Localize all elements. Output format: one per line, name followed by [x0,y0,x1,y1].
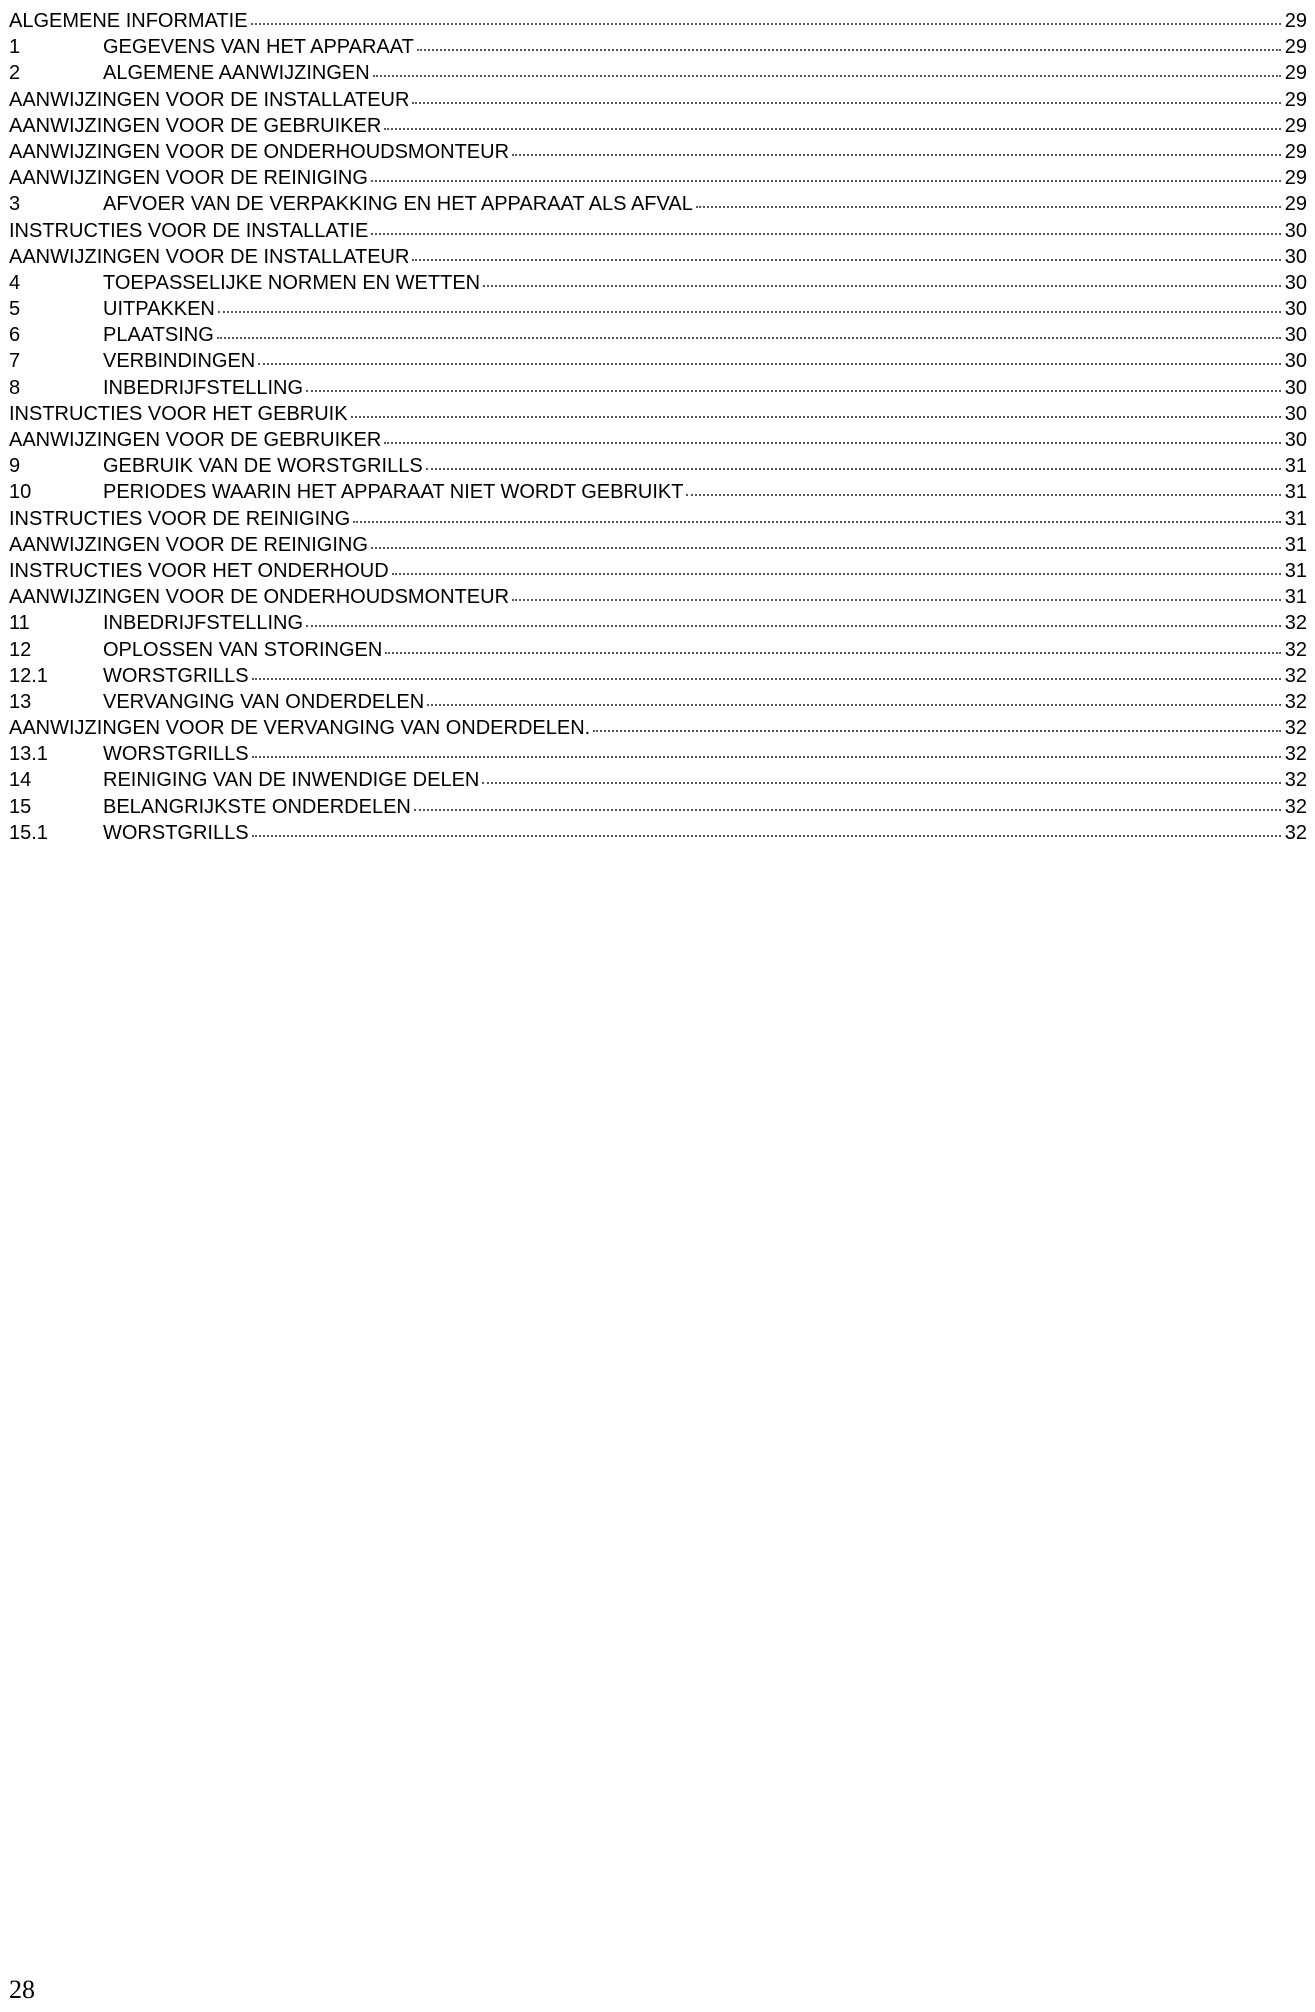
toc-entry[interactable] [9,688,1307,714]
toc-dot-leader [414,793,1281,813]
toc-entry-number: 6 [9,324,21,347]
toc-entry-page: 29 [1284,88,1307,111]
toc-entry-page: 30 [1284,298,1307,321]
toc-entry[interactable] [9,557,1307,583]
toc-entry-page: 29 [1284,193,1307,216]
toc-entry-page: 31 [1284,533,1307,556]
toc-entry-number: 12 [9,638,32,661]
toc-entry-title: AANWIJZINGEN VOOR DE INSTALLATEUR [9,245,410,268]
toc-entry-page: 30 [1284,350,1307,373]
toc-dot-leader [258,347,1281,367]
toc-dot-leader [371,531,1281,551]
toc-entry-title: INSTRUCTIES VOOR DE REINIGING [9,507,351,530]
toc-entry-title: GEBRUIK VAN DE WORSTGRILLS [103,455,423,478]
toc-dot-leader [371,217,1280,237]
toc-dot-leader [373,59,1281,79]
toc-dot-leader [385,636,1280,656]
toc-entry-number: 5 [9,298,21,321]
toc-dot-leader [384,112,1280,132]
toc-entry-title: AANWIJZINGEN VOOR DE GEBRUIKER [9,429,382,451]
toc-entry[interactable] [9,531,1307,557]
toc-entry[interactable] [9,400,1307,426]
toc-entry-title: WORSTGRILLS [103,664,249,687]
toc-entry-page: 32 [1284,612,1307,635]
toc-entry-number: 8 [9,376,21,399]
toc-entry-title: INBEDRIJFSTELLING [103,612,304,635]
toc-entry-page: 31 [1284,481,1307,504]
toc-entry[interactable] [9,7,1307,33]
toc-entry-title: INSTRUCTIES VOOR HET ONDERHOUD [9,559,389,582]
toc-entry[interactable] [9,33,1307,59]
toc-entry-page: 29 [1284,140,1307,163]
toc-dot-leader [512,138,1281,158]
toc-entry-page: 32 [1284,690,1307,713]
toc-entry-title: AFVOER VAN DE VERPAKKING EN HET APPARAAT ALS AFVAL [103,193,693,216]
toc-entry-number: 12.1 [9,664,48,687]
toc-entry-number: 11 [9,612,30,635]
toc-entry[interactable] [9,662,1307,688]
toc-entry-title: UITPAKKEN [103,298,215,321]
toc-entry-page: 29 [1284,36,1307,59]
toc-entry-title: AANWIJZINGEN VOOR DE INSTALLATEUR [9,88,410,111]
toc-entry-number: 1 [9,36,21,59]
toc-entry-title: AANWIJZINGEN VOOR DE ONDERHOUDSMONTEUR [9,140,510,163]
toc-entry[interactable] [9,190,1307,216]
toc-entry[interactable] [9,583,1307,609]
toc-dot-leader [593,714,1281,734]
toc-entry-title: PLAATSING [103,324,214,347]
page-number: 28 [9,1975,35,2004]
toc-entry[interactable] [9,217,1307,243]
toc-entry-page: 29 [1284,114,1307,137]
toc-dot-leader [412,243,1280,263]
toc-entry[interactable] [9,478,1307,504]
toc-dot-leader [252,662,1281,682]
toc-entry-page: 29 [1284,10,1307,32]
toc-dot-leader [252,740,1281,760]
toc-entry-title: BELANGRIJKSTE ONDERDELEN [103,795,411,818]
toc-dot-leader [306,374,1281,394]
toc-dot-leader [512,583,1281,603]
toc-dot-leader [384,426,1280,446]
toc-entry-number: 10 [9,481,32,504]
toc-entry-page: 29 [1284,62,1307,85]
toc-entry[interactable] [9,714,1307,740]
toc-entry-number: 15 [9,795,32,818]
toc-entry-page: 32 [1284,717,1307,740]
toc-entry-title: TOEPASSELIJKE NORMEN EN WETTEN [103,271,481,294]
toc-entry-page: 32 [1284,821,1307,844]
toc-entry-page: 32 [1284,638,1307,661]
toc-entry-number: 7 [9,350,21,373]
toc-entry[interactable] [9,740,1307,766]
toc-entry-title: REINIGING VAN DE INWENDIGE DELEN [103,769,480,792]
toc-entry[interactable] [9,295,1307,321]
toc-dot-leader [412,86,1280,106]
toc-entry-number: 14 [9,769,32,792]
toc-entry-page: 30 [1284,429,1307,451]
toc-entry-number: 3 [9,193,21,216]
toc-entry[interactable] [9,59,1307,85]
toc-entry[interactable] [9,609,1307,635]
toc-entry-title: INBEDRIJFSTELLING [103,376,304,399]
toc-entry-page: 29 [1284,167,1307,190]
toc-entry-page: 30 [1284,376,1307,399]
toc-entry-page: 30 [1284,324,1307,347]
toc-entry[interactable] [9,766,1307,792]
toc-entry-page: 30 [1284,271,1307,294]
toc-dot-leader [696,190,1281,210]
toc-entry-title: ALGEMENE INFORMATIE [9,10,248,32]
toc-entry-title: INSTRUCTIES VOOR HET GEBRUIK [9,402,348,425]
toc-entry-page: 30 [1284,402,1307,425]
toc-entry[interactable] [9,819,1307,845]
toc-entry-title: ALGEMENE AANWIJZINGEN [103,62,370,85]
toc-entry-title: PERIODES WAARIN HET APPARAAT NIET WORDT GEBRUIKT [103,481,684,504]
toc-entry[interactable] [9,138,1307,164]
toc-entry-number: 13.1 [9,743,48,766]
toc-entry-title: AANWIJZINGEN VOOR DE REINIGING [9,533,368,556]
toc-entry-page: 32 [1284,664,1307,687]
toc-entry-title: AANWIJZINGEN VOOR DE GEBRUIKER [9,114,382,137]
toc-entry-number: 15.1 [9,821,48,844]
toc-entry-number: 4 [9,271,21,294]
toc-entry-number: 13 [9,690,32,713]
toc-entry-page: 31 [1284,586,1307,609]
toc-entry-title: AANWIJZINGEN VOOR DE REINIGING [9,167,368,190]
toc-entry-page: 31 [1284,507,1307,530]
table-of-contents [9,7,1307,845]
toc-dot-leader [371,164,1281,184]
toc-entry[interactable] [9,321,1307,347]
toc-entry-title: VERVANGING VAN ONDERDELEN [103,690,425,713]
toc-entry-number: 2 [9,62,21,85]
toc-dot-leader [306,609,1281,629]
toc-entry-page: 32 [1284,769,1307,792]
toc-dot-leader [351,400,1281,420]
toc-entry-number: 9 [9,455,21,478]
toc-dot-leader [252,819,1281,839]
toc-entry-title: VERBINDINGEN [103,350,256,373]
toc-dot-leader [251,7,1281,27]
toc-entry[interactable] [9,347,1307,373]
toc-entry[interactable] [9,243,1307,269]
toc-dot-leader [417,33,1281,53]
toc-dot-leader [392,557,1281,577]
toc-entry[interactable] [9,452,1307,478]
toc-entry[interactable] [9,505,1307,531]
toc-entry-page: 31 [1284,559,1307,582]
toc-entry[interactable] [9,269,1307,295]
toc-entry-page: 32 [1284,795,1307,818]
toc-entry-title: GEGEVENS VAN HET APPARAAT [103,36,414,59]
toc-dot-leader [427,688,1281,708]
toc-dot-leader [353,505,1281,525]
toc-entry-page: 32 [1284,743,1307,766]
toc-entry[interactable] [9,793,1307,819]
toc-entry-title: AANWIJZINGEN VOOR DE VERVANGING VAN ONDERDELEN. [9,717,591,740]
toc-entry-title: WORSTGRILLS [103,743,249,766]
toc-entry[interactable] [9,426,1307,452]
toc-dot-leader [482,766,1280,786]
toc-dot-leader [217,321,1281,341]
toc-entry[interactable] [9,636,1307,662]
toc-entry[interactable] [9,112,1307,138]
toc-entry[interactable] [9,164,1307,190]
toc-entry-title: AANWIJZINGEN VOOR DE ONDERHOUDSMONTEUR [9,586,510,609]
toc-entry-title: WORSTGRILLS [103,821,249,844]
toc-dot-leader [218,295,1281,315]
toc-dot-leader [426,452,1281,472]
toc-dot-leader [686,478,1280,498]
toc-entry-page: 31 [1284,455,1307,478]
toc-entry-title: OPLOSSEN VAN STORINGEN [103,638,383,661]
toc-dot-leader [483,269,1281,289]
toc-entry[interactable] [9,374,1307,400]
toc-entry-page: 30 [1284,219,1307,242]
toc-entry-title: INSTRUCTIES VOOR DE INSTALLATIE [9,219,369,242]
toc-entry-page: 30 [1284,245,1307,268]
toc-entry[interactable] [9,86,1307,112]
